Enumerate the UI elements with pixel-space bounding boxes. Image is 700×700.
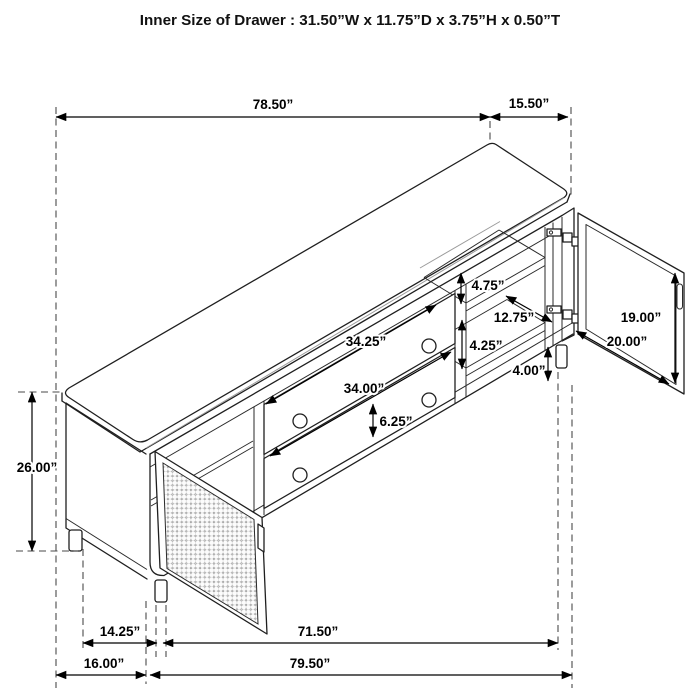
dim-top-shelf-clearance <box>461 273 505 304</box>
right-open-door <box>578 213 684 394</box>
dim-label-shelf-depth: 12.75” <box>493 310 535 325</box>
dim-overall-height <box>17 392 58 551</box>
dim-middle-shelf-clearance <box>462 320 503 369</box>
drawer-knob <box>422 339 436 353</box>
dim-label-left-base-depth: 16.00” <box>83 656 125 671</box>
dim-overall-depth <box>490 96 568 117</box>
dim-base-width <box>150 656 572 675</box>
dim-front-leg-span <box>163 624 558 643</box>
left-leg <box>69 530 82 551</box>
dim-label-base-width: 79.50” <box>289 656 331 671</box>
drawer-fronts <box>264 294 455 509</box>
dimension-annotations <box>17 96 675 675</box>
dim-label-overall-height: 26.00” <box>16 460 58 475</box>
dim-label-drawer-front-height: 6.25” <box>379 414 413 429</box>
dim-label-overall-depth: 15.50” <box>508 96 550 111</box>
front-right-leg <box>556 345 567 368</box>
drawer-knob <box>293 414 307 428</box>
dim-label-left-leg-inset: 14.25” <box>99 624 141 639</box>
drawer-knob <box>293 468 307 482</box>
dim-label-lower-drawer-width: 34.00” <box>343 381 385 396</box>
dim-label-middle-shelf-clearance: 4.25” <box>469 338 503 353</box>
dim-label-bottom-clearance: 4.00” <box>512 363 546 378</box>
dim-label-top-shelf-clearance: 4.75” <box>471 278 505 293</box>
dim-label-overall-width: 78.50” <box>252 97 294 112</box>
left-cane-door-open <box>155 452 267 635</box>
dim-label-door-opening-width: 20.00” <box>606 334 648 349</box>
cane-door-handle <box>258 524 264 552</box>
dim-overall-width <box>56 97 490 117</box>
front-left-leg <box>155 580 167 602</box>
dim-label-front-leg-span: 71.50” <box>297 624 339 639</box>
dim-shelf-depth <box>494 296 552 325</box>
dim-label-upper-drawer-width: 34.25” <box>345 334 387 349</box>
dim-label-door-opening-height: 19.00” <box>620 310 662 325</box>
page-title: Inner Size of Drawer : 31.50”W x 11.75”D x 3.75”H x 0.50”T <box>139 12 561 29</box>
drawer-knob <box>422 393 436 407</box>
dim-left-base-depth <box>56 656 146 675</box>
